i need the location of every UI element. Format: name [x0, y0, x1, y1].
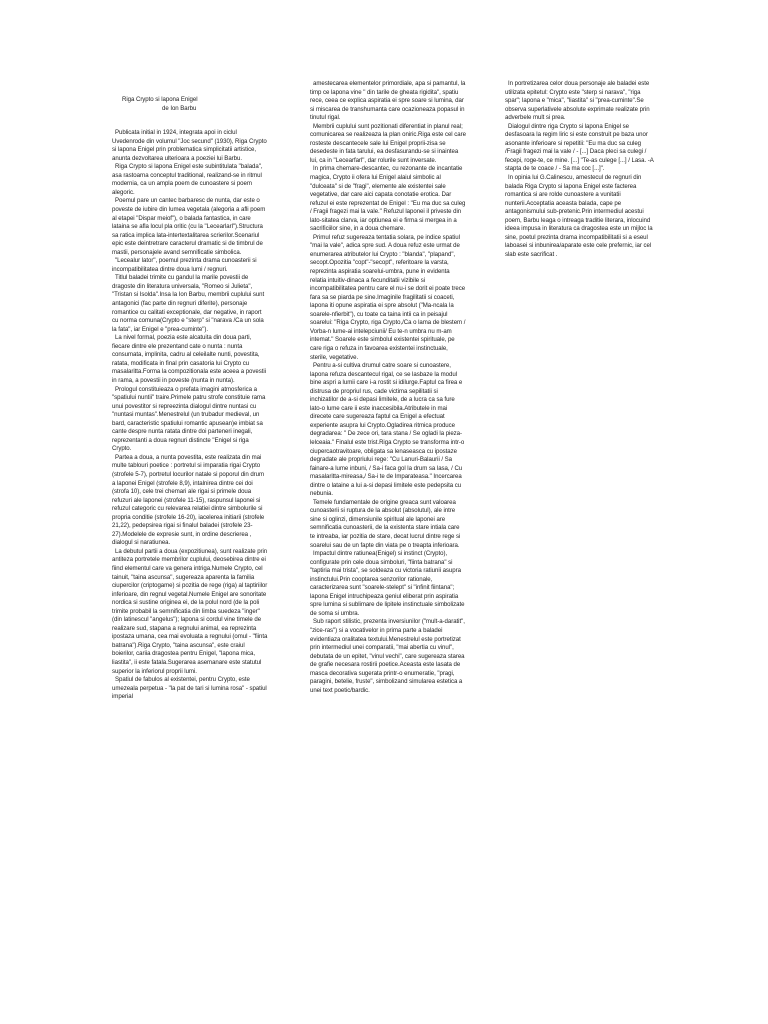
paragraph: In portretizarea celor doua personaje ale baladei este utilizata epitetul: Crypto este "sterp si narava", "riga spar"; lapona e "mica", "liastita" si "prea-cuminte".Se observa superlativele absolute exprimate realizate prin adverbele mult si prea. [505, 80, 650, 122]
text-column-3 [505, 80, 657, 259]
paragraph: In opinia lui G.Calinescu, amestecul de regnuri din balada Riga Crypto si lapona Enigel este facterea romantica si are rolde cunoastere a vunitatii nunterii.Acceptatia aceasta balada, cape pe antagonismului sub-pretenic.Prin intermediul acestui poem, Barbu leaga o intreaga traditie literara, inlocuind ideea impusa in literatura ca dragostea este un mijloc la sine, poetul prezinta drama incompatibilitatii si a eseul laboasei si inbunirea/aparate este cele prefernic, iar cel slab este sacrificat . [505, 174, 653, 258]
paragraph: "Lecealur lator", poemul prezinta drama cunoasterii si incompatibilitatea dintre doua lumi / regnuri. [112, 257, 257, 273]
column-2-body [310, 80, 466, 695]
paragraph: Spatiul de fabulos al existentei, pentru Crypto, este umezeala perpetua - "la pat de tari si lumina rosa" - spatiul imperial [112, 676, 267, 701]
paragraph: La nivel formal, poezia este alcatuita din doua parti, fiecare dintre ele prezentand cate o nunta : nunta consumata, implinita, cadru al celeilalte nunti, povestita, ratata, modificata in final prin casatoria lui Crypto cu masalaritta.Forma la compozitionala este aceea a povestii in rama, a povestii in poveste (nunta in nunta). [112, 334, 266, 384]
column-1-body [112, 129, 268, 702]
paragraph: Riga Crypto si lapona Enigel este subintitulata "balada", asa rastoarna conceptul traditional, realizand-se in ritmul modernia, ca un ampla poem de cunoastere si poem alegoric. [112, 163, 263, 196]
paragraph: Pentru a-si cultiva drumul catre soare si cunoastere, lapona refuza descantecul rigal, ce se lasbaze la modul bine aspri a lumii care i-a rostit si idilurge.Faptul ca firea e distrusa de propriul rus, cade victima sepilitatii si inchizatilor de a-si depasi limitele, de a lucra ca sa fure lato-o lume care ii este inaccesibila.Atributele in mai direcete care sugereaza faptul ca Enigel a efectuat experiente asupra lui Crypto.Ogladirea ritmica produce degradarea: " De zece ori, tara stana / Se ogladi la pieza-lelceaia." Finalul este trist.Riga Crypto se transforma intr-o ciupercaotravitoare, obligata sa lenaseasca cu ipostaze degradate ale propriului rege: "Cu Lanuri-Balaurii / Sa fainare-a lume inbuni, / Sa-i faca gol la drum sa lasa, / Cu masalaritta-mireasa,/ Sa-i te de Imparateasa." Incercarea dintre o lataine a lui a-si depasi limitele este pedepsita cu nebunia. [310, 362, 465, 498]
document-author: de Ion Barbu [162, 104, 197, 112]
paragraph: Sub raport stilistic, prezenta inversiunilor ("mult-a-daratit", "zice-ras") si a vocativelor in prima parte a baladei evidentiaza oralitatea textului.Menestrelul este portretizat prin intermediul unei comparatii, "mai abertia cu vinul", debutata de un epitet, "vinul vechi", care sugereaza starea de grafie necesara rostirii poetice.Aceasta este lasata de masca decorativa sugerata printr-o enumeratie, "pragi, paragini, betelie, fruste", simbolizand simularea estetica a unei text poetic/bardic. [310, 618, 465, 694]
title-block [112, 96, 268, 113]
document-title: Riga Crypto si lapona Enigel [122, 96, 198, 103]
paragraph: Poemul pare un cantec barbaresc de nunta, dar este o poveste de iubire din lumea vegetala (alegoria a afli poem al etapei "Dispar meiof"), o balada fantastica, in care lataina se afla locul pla oritic (cu la "Lecearlarl").Structura sa ratica implica lata-intertextalitarea scrierilor.Scenariul epic este deintretrare caracterul dramatic si de timbrul de mastii, personajele avand semnificatie simbolica. [112, 197, 266, 256]
paragraph: Prologul constituieaza o prefata imagini atmosferica a "spatiului nuntii" traire.Primele patru strofe constituie rama unui povestitor si repreezinta dialogul dintre nuntasi cu "nuntasi muntas".Menestrelul (un trubadur medieval, un bard, caracteristic spatiului romantic apusean)e imbiat sa cante despre nunta ratata dintre doi parteneri inegali, reprezentanti a doua regnuri distincte "Enigel si riga Crypto. [112, 385, 266, 453]
paragraph: Membrii cuplului sunt pozitionati diferentiat in planul real; comunicarea se realizeaza la plan oniric.Riga este cel care rosteste descantecele sale lui Enigel proprii-zisa se desedeste in fata tarului, ea desfasurandu-se si inaintea lui, ca in "Lecearfarl", dar rolurile sunt inversate. [310, 122, 466, 164]
paragraph: Temele fundamentale de origine greaca sunt valoarea cunoasterii si ruptura de la absolut (absolutul), ale intre sine si oglinzi, dimensiunile spiritual ale laponei are semnificatia cunoasterii, de la existenta stare intiala care te intreaba, iar pozitia de stare, decat lucrul dintre rege si soarelui sau de un fapte din viata pe o treapta inferioara. [310, 498, 461, 549]
paragraph: Partea a doua, a nunta povestita, este realizata din mai multe tablouri poetice : portretul si imparatia rigai Crypto (strofele 5-7), portretul locurilor natale si poporul din drum a laponei Enigel (strofele 8,9), intalnirea dintre cei doi (strofa 10), cele trei chemari ale rigai si primele doua refuzuri ale laponei (strofele 11-15), raspunsul laponei si refuzul categoric cu relevarea relatiei dintre simbolurile si propria conditie (strofele 16-20), iacelerea initiarii (strofele 21,22), pedepsirea rigai si finalul baladei (strofele 23-27).Modelele de expresie sunt, in ordine descrierea , dialogul si naratiunea. [112, 453, 265, 547]
paragraph: La debutul partii a doua (expozitiunea), sunt realizate prin antiteza portretele membrilor cuplului, deosebirea dintre ei fiind elementul care va genera intriga.Numele Crypto, cel tainuit, "taina ascunsa", sugereaza aparenta la familia ciupercilor (criptogame) si pozitia de rege (riga) al taptiriilor inferioare, din regnul vegetal.Numele Enigel are sonoritate nordica si sustine originea ei, de la polul nord (de la poli trimite probabil la semnificatia din limba suedeza "inger" (din latinescul "angelus"); lapona si cordul vine timele de realizare sud, stapana a regnului animal, ea reprezinta ipostaza umana, cea mai evoluata a regnului (omul - "fiinta batrana").Riga Crypto, "taina ascunsa", este craiul boierilor, cariia dragostea pentru Enigel, "lapona mica, liastita", ii este fatala.Sugerarea asemanare este statutul superior la inferiorul proprii lumi. [112, 547, 268, 675]
column-3-body [505, 80, 657, 259]
paragraph: Impactul dintre ratiunea(Enigel) si instinct (Crypto), configurate prin cele doua simboluri, "fiinta batrana" si "taptiria mai trista", se soldeaza cu victoria ratiunii asupra instinctului.Prin cooptarea senzorilor rationale, caracterizarea sunt "soarele-stelept" si "infinit fiintana"; lapona Enigel intruchipeaza geniul eliberat prin aspiratia spre lumina si sublimare de lipitele instinctuale simbolizate de soma si umbra. [310, 550, 465, 617]
paragraph: amestecarea elementelor primordiale, apa si pamantul, la timp ce lapona vine " din tarile de gheata rigidita", spatiu rece, ceea ce explica aspiratia ei spre soare si lumina, dar si miscarea de transhumanta care ocazioneaza popasul in tinutul rigal. [310, 80, 466, 122]
paragraph: In prima chemare-descantec, cu rezonante de incantatie magica, Crypto ii ofera lui Enigel alaiul simbolic al "dulceata" si de "fragi", elemente ale existentei sale vegetative, dar care aici capata conotatie erotica. Dar refuzul ei este reprezentat de Enigel : "Eu ma duc sa culeg / Fragii fragezi mai la vale." Refuzul laponei il priveste din lato-sitatea clarva, iar optiunea ei e firma si mergea in a sacrificiilor sine, in a doua chemare. [310, 165, 466, 233]
paragraph: Dialogul dintre riga Crypto si lapona Enigel se desfasoara la regim liric si este construit pe baza unor asonante inferioare si repetitii: "Eu ma duc sa culeg /Fragii fragezi mai la vale / - [...] Daca pleci sa culegi / fecepi, roge-te, ce mine. [...] "Te-as culege [...] / Lasa. -A stapta de te coace / - Sa ma coc [...]". [505, 122, 654, 173]
text-column-1 [112, 96, 268, 702]
paragraph: Primul refuz sugereaza tentatia solara, pe indice spatiul "mai la vale", adica spre sud. A doua refuz este urmat de enumerarea atributelor lui Crypto : "blanda", "plapand", secopt.Opozitia "copt"-"secopt", referitoare la varsta, reprezinta aspiratia soarelui-umbra, pune in evidenta relatia intuitiv-dinaca a fecunditatii vizibile si incompatibilitatea pentru care el nu-i se dorit ei poate trece fara sa se piarda pe sine.Imaginile fragilitatii si coaceti, lapona iti opune aspiratia ei spre absolut ("Ma-ncala la soarele-nfierbit"), cu toate ca taina intii ca in peisajul soarelui: "Riga Crypto, riga Crypto,/Ca o lama de blestem / Vorba-n lume-ai intelepciunii/ Eu te-n umbra nu m-am intemat." Soarele este simbolul existentei spirituale, pe care riga o refuza in favoarea existentei instinctuale, sterile, vegetative. [310, 233, 466, 361]
text-column-2 [310, 80, 466, 695]
paragraph: Titlul baladei trimite cu gandul la marile povestii de dragoste din literatura universala, "Romeo si Julieta", "Tristan si Isolda".Insa la Ion Barbu, membrii cuplului sunt antagonici (fac parte din regnuri diferite), personaje romantice cu calitati exceptionale, dar negative, in raport cu norma comuna(Crypto e "sterp" si "narava /Ca un sola la fata", iar Enigel e "prea-cuminte"). [112, 274, 265, 333]
paragraph: Publicata initial in 1924, integrata apoi in ciclul Uvedenrode din volumul "Joc secund" (1930), Riga Crypto si lapona Enigel prin problematica simplicitatii artistice, anunta dezvoltarea ulterioara a poeziei lui Barbu. [112, 129, 267, 162]
